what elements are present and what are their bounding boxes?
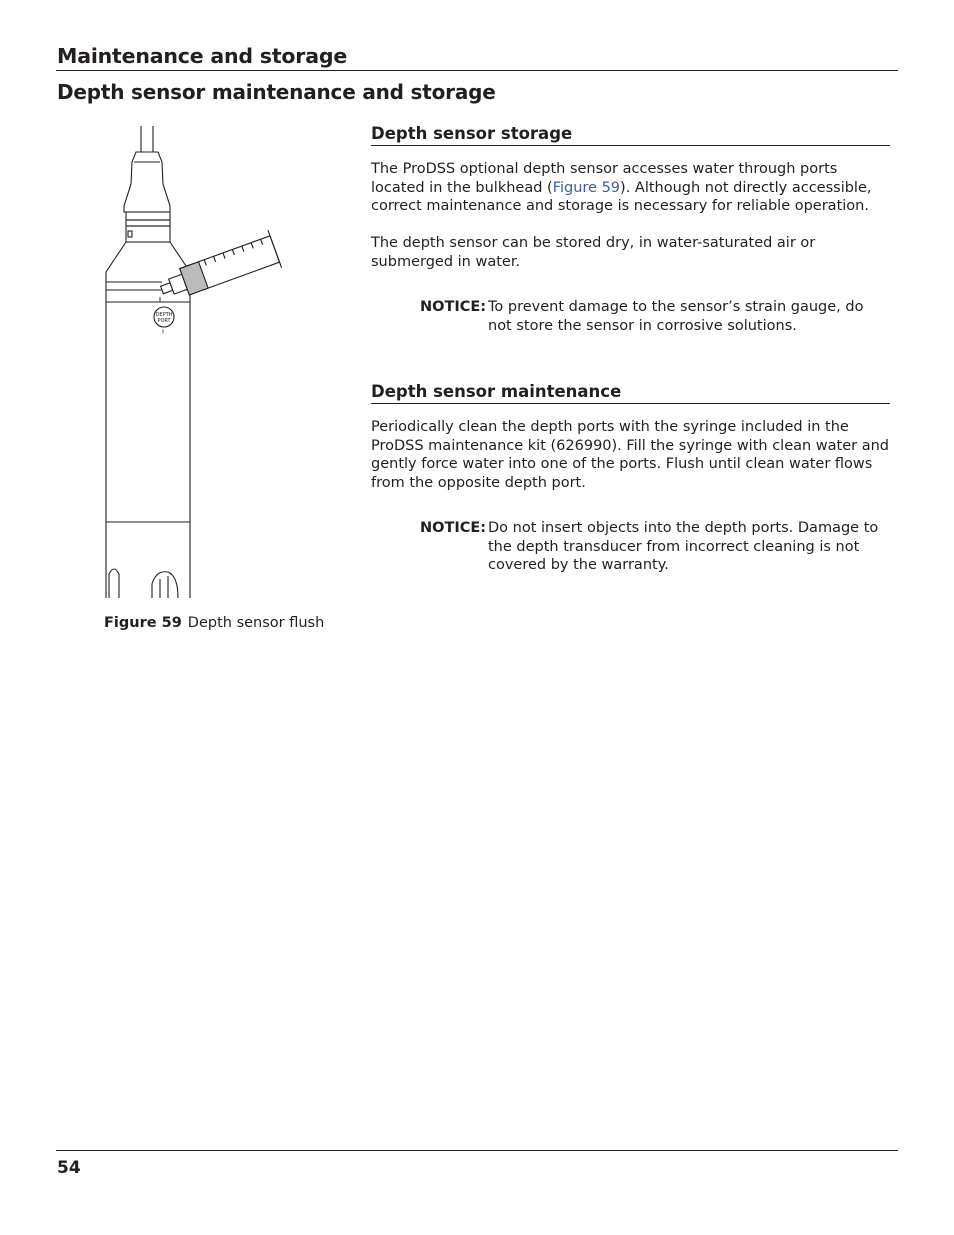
maintenance-heading-block — [371, 382, 890, 404]
storage-paragraph-1 — [371, 160, 890, 216]
storage-heading-block — [371, 124, 890, 146]
notice-text: Do not insert objects into the depth ports. Damage to the depth transducer from incorrect cleaning is not covered by the warranty. — [488, 520, 879, 573]
maintenance-paragraph: Periodically clean the depth ports with the syringe included in the ProDSS maintenance kit (626990). Fill the syringe with clean water and gently force water into one of the ports. Flush until clean water flows from the opposite depth port. — [371, 419, 890, 492]
footer-rule — [56, 1150, 898, 1151]
storage-notice — [420, 298, 888, 335]
chapter-title: Maintenance and storage — [57, 44, 348, 68]
storage-p1-end: ). Although not directly accessible, correct maintenance and storage is necessary for reliable operation. — [371, 179, 872, 215]
section-title: Depth sensor maintenance and storage — [57, 80, 496, 104]
storage-p1-start: The ProDSS optional depth sensor accesses water through ports located in the bulkhead ( — [371, 161, 838, 196]
figure-label: Figure 59 — [104, 615, 182, 631]
figure-caption-text: Depth sensor flush — [187, 615, 325, 631]
figure-59-link[interactable]: Figure 59 — [552, 179, 621, 196]
depth-sensor-flush-illustration — [100, 124, 290, 598]
notice-label: NOTICE: — [420, 520, 487, 536]
notice-label: NOTICE: — [420, 299, 487, 315]
header-rule — [56, 70, 898, 71]
svg-text:PORT: PORT — [157, 318, 171, 324]
storage-paragraph-2: The depth sensor can be stored dry, in water-saturated air or submerged in water. — [371, 235, 816, 270]
storage-heading: Depth sensor storage — [371, 124, 890, 146]
svg-text:DEPTH: DEPTH — [155, 312, 173, 318]
maintenance-notice — [420, 519, 888, 575]
figure-caption — [104, 615, 324, 631]
page-number: 54 — [57, 1158, 81, 1178]
notice-text: To prevent damage to the sensor’s strain gauge, do not store the sensor in corrosive solutions. — [488, 299, 864, 334]
maintenance-heading: Depth sensor maintenance — [371, 382, 890, 404]
